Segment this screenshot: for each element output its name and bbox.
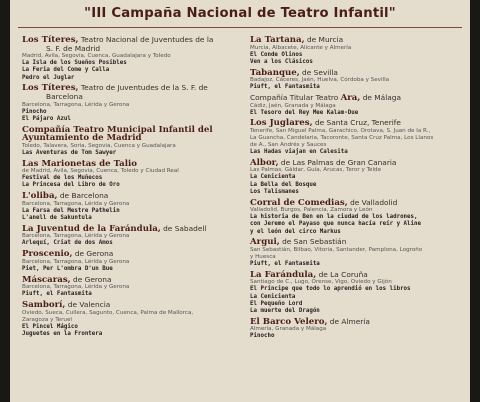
company-name: La Juventud de la Farándula, [22, 223, 161, 234]
tour-cities: Valladolid, Burgos, Palencia, Zamora y León [250, 207, 373, 214]
play-title: Piuft, el Fantasmita [250, 84, 320, 91]
company-entry [22, 250, 236, 273]
play-title: Ven a los Clásicos [250, 58, 313, 65]
play-title: Pinocho [22, 108, 47, 115]
tour-cities: Barcelona, Tarragona, Lérida y Gerona [22, 284, 130, 291]
company-name: Proscenio, [22, 249, 73, 260]
tour-cities: Madrid, Avila, Segovia, Cuenca, Guadalajara y Toledo [22, 53, 171, 60]
company-entry [22, 192, 236, 222]
page-title: "III Campaña Nacional de Teatro Infantil" [84, 6, 396, 21]
play-title: La Isla de los Sueños Posibles [22, 60, 127, 67]
tour-cities: de A., San Andrés y Sauces [250, 141, 327, 148]
company-entry [250, 36, 464, 66]
tour-cities: Barcelona, Tarragona, Lérida y Gerona [22, 258, 130, 265]
tour-cities: Cádiz, Jaén, Granada y Málaga [250, 102, 336, 109]
company-origin: Teatro de Juventudes de la S. F. de [78, 83, 208, 93]
company-origin: de Gerona [72, 249, 114, 259]
company-entry [22, 36, 236, 82]
play-title: El Tesoro del Rey Mee Kalam-Due [250, 109, 359, 116]
play-title: Piuft, el Fantasmita [22, 291, 92, 298]
tour-cities: Oviedo, Sueca, Cullera, Sagunto, Cuenca, Palma de Mallorca, [22, 309, 194, 316]
tour-cities: Zaragoza y Teruel [22, 316, 72, 323]
right-column [250, 36, 464, 343]
company-entry [250, 318, 464, 341]
company-name: Máscaras, [22, 274, 71, 285]
company-name: Los Títeres, [22, 35, 79, 45]
company-origin: de Almería [327, 316, 370, 326]
tour-cities: Barcelona, Tarragona, Lérida y Gerona [22, 233, 130, 240]
company-entry [22, 225, 236, 248]
tour-cities: San Sebastián, Bilbao, Vitoria, Santander, Pamplona, Logroño [250, 246, 423, 253]
play-title: y el león del circo Markus [250, 228, 341, 235]
company-entry [250, 159, 464, 196]
program-sheet [10, 0, 470, 402]
company-origin-cont: S. F. de Madrid [46, 43, 101, 53]
company-origin-cont: Barcelona [46, 91, 83, 101]
company-entry [250, 69, 464, 92]
tour-cities: Santiago de C., Lugo, Orense, Vigo, Oviedo y Gijón [250, 279, 392, 286]
company-origin: Teatro Nacional de Juventudes de la [78, 35, 214, 44]
company-name: Los Títeres, [22, 83, 79, 94]
company-origin: Compañía Titular Teatro [250, 92, 341, 102]
company-heading [22, 126, 236, 143]
company-name: Tabanque, [250, 67, 300, 78]
company-entry [250, 238, 464, 268]
company-entry [250, 199, 464, 236]
company-heading [22, 160, 236, 169]
company-entry [22, 160, 236, 190]
play-title: El Príncipe que todo lo aprendió en los libros [250, 286, 411, 293]
tour-cities: La Guancha, Candelaria, Tacoronte, Santa Cruz Palma, Los Llanos [250, 134, 434, 141]
company-heading [22, 276, 236, 285]
play-title: La Feria del Come y Calla [22, 67, 110, 74]
play-title: La Bella del Bosque [250, 181, 317, 188]
company-heading [250, 199, 464, 208]
play-title: El Pájaro Azul [22, 115, 71, 122]
play-title: Juguetes en la Frontera [22, 330, 103, 337]
play-title: con Jeremo el Payaso que nunca hacía reír y Aline [250, 221, 422, 228]
company-name: La Farándula, [250, 269, 317, 280]
play-title: Pedro el Juglar [22, 74, 75, 81]
company-origin: de Sevilla [299, 67, 338, 77]
play-title: Arlequí, Criat de dos Amos [22, 240, 113, 247]
tour-cities: Tenerife, San Miguel Palma, Garachico, Orotava, S. Juan de la R., [250, 127, 431, 134]
play-title: La Farsa del Mestre Pathelin [22, 207, 120, 214]
play-title: Piet, Per L'ombra D'un Bue [22, 265, 113, 272]
company-entry [250, 271, 464, 315]
title-divider [18, 27, 462, 28]
company-heading [22, 301, 236, 310]
company-origin: de Valencia [65, 299, 111, 309]
company-heading [250, 94, 464, 103]
company-origin: de Málaga [360, 92, 402, 102]
play-title: La historia de Ben en la ciudad de los ladrones, [250, 214, 418, 221]
tour-cities: y Huesca [250, 253, 276, 260]
tour-cities: Barcelona, Tarragona, Lérida y Gerona [22, 101, 130, 108]
play-title: Festival de los Muñecos [22, 175, 103, 182]
company-heading [250, 36, 464, 45]
company-entry [22, 301, 236, 338]
tour-cities: Barcelona, Tarragona, Lérida y Gerona [22, 200, 130, 207]
play-title: Las Hadas viajan en Calesita [250, 148, 348, 155]
company-origin: de Santa Cruz, Tenerife [312, 118, 401, 128]
company-origin: de Sabadell [160, 223, 207, 233]
play-title: La muerte del Dragón [250, 307, 320, 314]
company-origin: de Barcelona [57, 191, 109, 201]
play-title: La Cenicienta [250, 174, 296, 181]
company-name: Ara, [340, 92, 361, 103]
company-name: La Tartana, [250, 35, 305, 45]
company-entry [22, 84, 236, 123]
play-title: El Conde Olinos [250, 51, 303, 58]
company-origin: de San Sebastián [279, 237, 347, 247]
tour-cities: Badajoz, Cáceres, Jaén, Huelva, Córdoba y Sevilla [250, 77, 390, 84]
play-title: Las Aventuras de Tom Sawyer [22, 149, 117, 156]
tour-cities: Toledo, Talavera, Soria, Segovia, Cuenca y Guadalajara [22, 142, 176, 149]
company-origin: de La Coruña [316, 269, 368, 279]
company-heading [22, 192, 236, 201]
company-origin: de Las Palmas de Gran Canaria [278, 157, 397, 167]
play-title: Pinocho [250, 333, 275, 340]
company-entry [250, 94, 464, 117]
company-origin: de Valladolid [347, 197, 398, 207]
company-name: Samborí, [22, 299, 66, 310]
company-heading [250, 238, 464, 247]
company-name: Las Marionetas de Talio [22, 158, 137, 169]
company-entry [22, 126, 236, 157]
company-name: Corral de Comedias, [250, 197, 348, 208]
play-title: Los Talismanes [250, 188, 299, 195]
company-heading [22, 250, 236, 259]
company-name: Los Juglares, [250, 118, 313, 129]
tour-cities: de Madrid, Avila, Segovia, Cuenca, Toledo y Ciudad Real [22, 168, 179, 175]
left-column [22, 36, 236, 341]
tour-cities: Las Palmas, Gáldar, Guía, Arucas, Teror y Telde [250, 167, 382, 174]
company-name: Albor, [250, 157, 279, 168]
play-title: La Cenicienta [250, 293, 296, 300]
company-name: Compañía Teatro Municipal Infantil del Ayuntamiento de Madrid [22, 124, 213, 144]
company-origin: de Gerona [70, 274, 112, 284]
company-heading [250, 119, 464, 128]
company-name: L'oliba, [22, 191, 58, 202]
company-entry [250, 119, 464, 156]
play-title: El Pincel Mágico [22, 323, 78, 330]
company-name: Argui, [250, 237, 280, 248]
tour-cities: Murcia, Albacete, Alicante y Almería [250, 44, 352, 51]
tour-cities: Almería, Granada y Málaga [250, 326, 327, 333]
company-origin: de Murcia [304, 35, 344, 44]
company-name: El Barco Velero, [250, 316, 328, 327]
play-title: El Pequeño Lord [250, 300, 303, 307]
play-title: L'anell de Sakuntula [22, 214, 92, 221]
play-title: La Princesa del Libro de Oro [22, 182, 120, 189]
company-heading [250, 69, 464, 78]
company-entry [22, 276, 236, 299]
play-title: Piuft, el Fantasmita [250, 260, 320, 267]
